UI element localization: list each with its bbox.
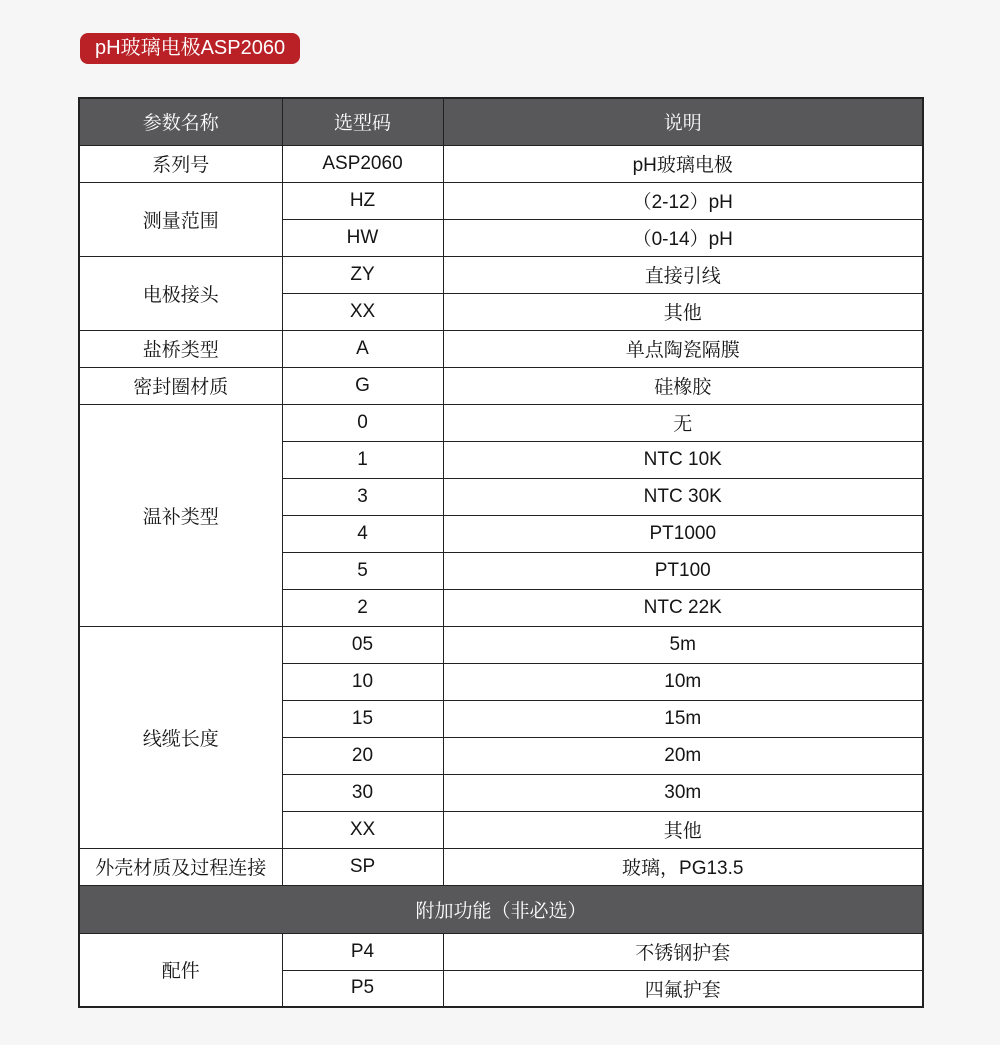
table-row [79,182,923,219]
type-code-cell: P5 [282,970,443,1007]
description-cell: 硅橡胶 [443,367,923,404]
type-code-cell: SP [282,848,443,885]
table-header-row [79,98,923,145]
section-header-row [79,885,923,933]
description-cell: PT100 [443,552,923,589]
type-code-cell: HW [282,219,443,256]
description-cell: 直接引线 [443,256,923,293]
header-param-name: 参数名称 [79,98,282,145]
type-code-cell: 3 [282,478,443,515]
description-cell: 15m [443,700,923,737]
description-cell: 无 [443,404,923,441]
type-code-cell: P4 [282,933,443,970]
description-cell: 其他 [443,811,923,848]
type-code-cell: HZ [282,182,443,219]
description-cell: （2-12）pH [443,182,923,219]
table-row [79,367,923,404]
description-cell: NTC 10K [443,441,923,478]
description-cell: 其他 [443,293,923,330]
param-name-cell: 外壳材质及过程连接 [79,848,282,885]
type-code-cell: 5 [282,552,443,589]
description-cell: 四氟护套 [443,970,923,1007]
param-name-cell: 配件 [79,933,282,1007]
table-row [79,330,923,367]
type-code-cell: XX [282,293,443,330]
description-cell: NTC 30K [443,478,923,515]
description-cell: 10m [443,663,923,700]
type-code-cell: 05 [282,626,443,663]
table-row [79,145,923,182]
type-code-cell: A [282,330,443,367]
description-cell: 单点陶瓷隔膜 [443,330,923,367]
product-title-badge: pH玻璃电极ASP2060 [80,33,300,64]
type-code-cell: ASP2060 [282,145,443,182]
param-name-cell: 系列号 [79,145,282,182]
description-cell: PT1000 [443,515,923,552]
table-row [79,256,923,293]
selection-spec-table [78,97,924,1008]
type-code-cell: 20 [282,737,443,774]
param-name-cell: 线缆长度 [79,626,282,848]
type-code-cell: 1 [282,441,443,478]
description-cell: NTC 22K [443,589,923,626]
param-name-cell: 电极接头 [79,256,282,330]
type-code-cell: 0 [282,404,443,441]
table-row [79,848,923,885]
table-row [79,626,923,663]
description-cell: 不锈钢护套 [443,933,923,970]
description-cell: 20m [443,737,923,774]
header-type-code: 选型码 [282,98,443,145]
param-name-cell: 盐桥类型 [79,330,282,367]
description-cell: （0-14）pH [443,219,923,256]
type-code-cell: XX [282,811,443,848]
table-row [79,404,923,441]
type-code-cell: G [282,367,443,404]
param-name-cell: 密封圈材质 [79,367,282,404]
header-description: 说明 [443,98,923,145]
table-row [79,933,923,970]
type-code-cell: ZY [282,256,443,293]
type-code-cell: 10 [282,663,443,700]
description-cell: 玻璃，PG13.5 [443,848,923,885]
type-code-cell: 2 [282,589,443,626]
description-cell: pH玻璃电极 [443,145,923,182]
section-header-cell: 附加功能（非必选） [79,885,923,933]
type-code-cell: 4 [282,515,443,552]
param-name-cell: 测量范围 [79,182,282,256]
description-cell: 5m [443,626,923,663]
description-cell: 30m [443,774,923,811]
param-name-cell: 温补类型 [79,404,282,626]
type-code-cell: 15 [282,700,443,737]
type-code-cell: 30 [282,774,443,811]
